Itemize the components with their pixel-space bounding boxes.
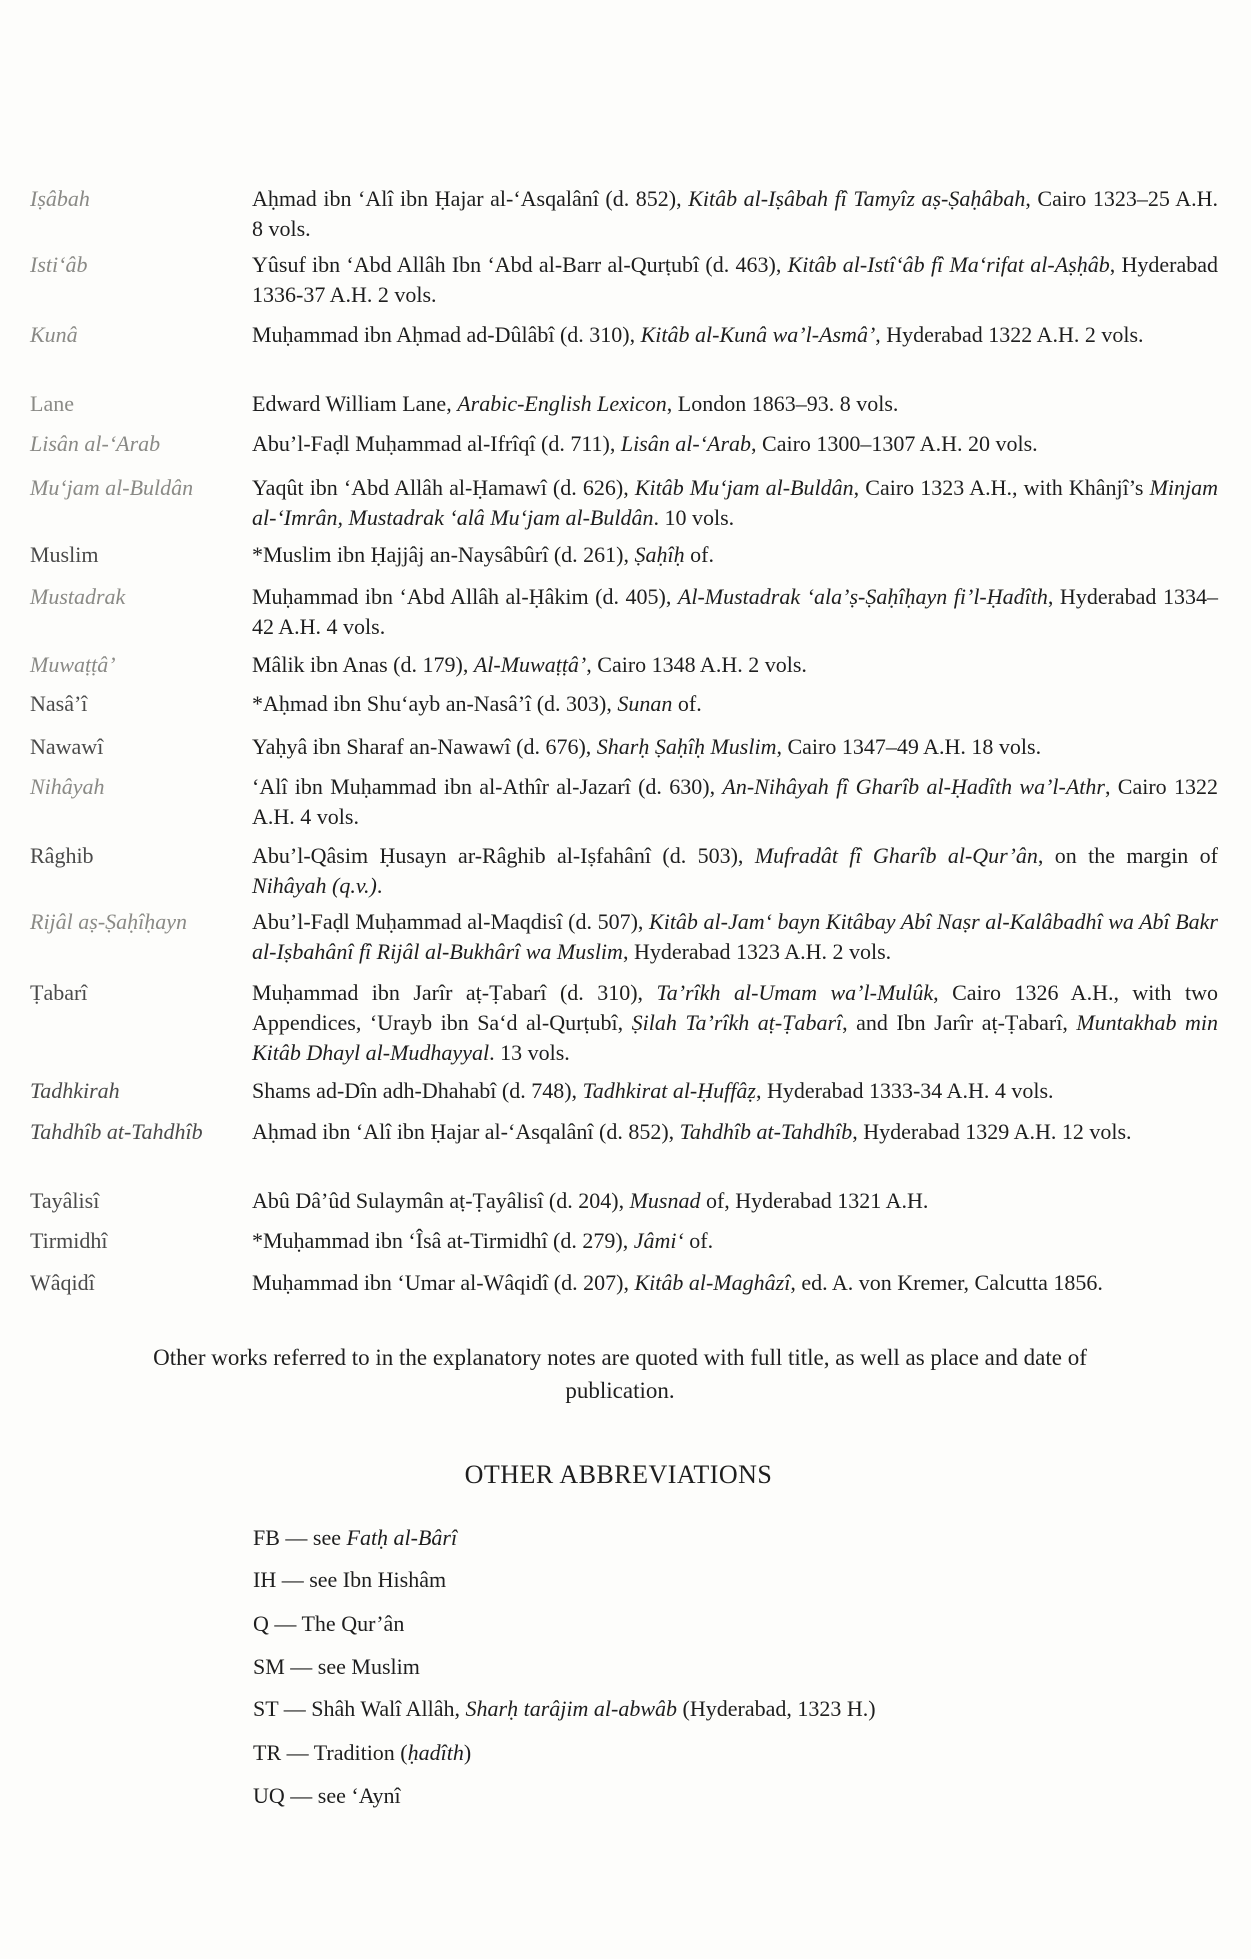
text-segment: ‘Alî ibn Muḥammad ibn al-Athîr al-Jazarî (d. 630), (252, 774, 723, 799)
text-segment: IH — see Ibn Hishâm (253, 1567, 447, 1592)
abbreviation-item (253, 1781, 401, 1811)
text-segment: Aḥmad ibn ‘Alî ibn Ḥajar al-‘Asqalânî (d. 852), (252, 1119, 680, 1144)
text-segment: Muḥammad ibn ‘Umar al-Wâqidî (d. 207), (252, 1270, 635, 1295)
entry-description (252, 389, 1218, 419)
entry-term: Tahdhîb at-Tahdhîb (30, 1119, 203, 1144)
title-text: Al-Muwaṭṭâ’ (473, 652, 587, 677)
entry-description (252, 1186, 1218, 1216)
text-segment: . 13 vols. (489, 1040, 570, 1065)
title-text: Sunan (617, 691, 673, 716)
abbreviation-item (253, 1523, 457, 1553)
entry-description (252, 1226, 1218, 1256)
entry-description (252, 250, 1218, 310)
entry-term: Kunâ (30, 322, 78, 347)
text-segment: Sharḥ tarâjim al-abwâb (465, 1696, 678, 1721)
text-segment: SM — see Muslim (253, 1654, 420, 1679)
entry-term: Ṭabarî (30, 980, 88, 1005)
text-segment: UQ — see ‘Aynî (253, 1783, 401, 1808)
title-text: An-Nihâyah fî Gharîb al-Ḥadîth wa’l-Athr (722, 774, 1105, 799)
entry-term: Rijâl aṣ-Ṣaḥîḥayn (30, 909, 188, 934)
text-segment: of. (672, 691, 702, 716)
title-text: Al-Mustadrak ‘ala’ṣ-Ṣaḥîḥayn fi’l-Ḥadîth (677, 584, 1048, 609)
text-segment: *Muḥammad ibn ‘Îsâ at-Tirmidhî (d. 279), (252, 1228, 634, 1253)
entry-description (252, 1117, 1218, 1147)
text-segment: ḥadîth (407, 1740, 464, 1765)
entry-description (252, 1268, 1218, 1298)
text-segment: , Cairo 1348 A.H. 2 vols. (586, 652, 807, 677)
entry-term: Nihâyah (30, 774, 105, 799)
entry-term: Iṣâbah (30, 186, 90, 211)
entry-term: Lane (30, 391, 74, 416)
title-text: Mufradât fî Gharîb al-Qur’ân (754, 843, 1038, 868)
title-text: Kitâb Mu‘jam al-Buldân (634, 475, 854, 500)
text-segment: , Hyderabad 1329 A.H. 12 vols. (852, 1119, 1132, 1144)
title-text: Sharḥ Ṣaḥîḥ Muslim (596, 734, 777, 759)
text-segment: , Hyderabad 1322 A.H. 2 vols. (875, 322, 1144, 347)
entry-term: Nawawî (30, 734, 104, 759)
title-text: Kitâb al-Maghâzî (634, 1270, 791, 1295)
entry-description (252, 841, 1218, 901)
text-segment: TR — Tradition ( (253, 1740, 408, 1765)
entry-term: Tirmidhî (30, 1228, 108, 1253)
text-segment: , ed. A. von Kremer, Calcutta 1856. (790, 1270, 1103, 1295)
title-text: Kitâb al-Iṣâbah fî Tamyîz aṣ-Ṣaḥâbah (688, 186, 1026, 211)
text-segment: FB — see (253, 1525, 347, 1550)
title-text: Lisân al-‘Arab (620, 431, 752, 456)
text-segment: , Cairo 1323 A.H., with Khânjî’s (853, 475, 1150, 500)
title-text: Tahdhîb at-Tahdhîb (679, 1119, 853, 1144)
title-text: Musnad (629, 1188, 701, 1213)
explanatory-note: Other works referred to in the explanatory notes are quoted with full title, as well as place and date of publication. (153, 1345, 1087, 1403)
text-segment: of. (684, 542, 714, 567)
text-segment: , Hyderabad 1334–42 A.H. 4 vols. (252, 584, 1218, 639)
title-text: Ta’rîkh al-Umam wa’l-Mulûk (656, 980, 934, 1005)
entry-description (252, 650, 1218, 680)
abbreviation-item (253, 1694, 876, 1724)
text-segment: , Hyderabad 1336-37 A.H. 2 vols. (252, 252, 1218, 307)
title-text: Muntakhab min Kitâb Dhayl al-Mudhayyal (252, 1010, 1218, 1065)
entry-term: Nasâ’î (30, 691, 88, 716)
text-segment: , Hyderabad 1333-34 A.H. 4 vols. (755, 1078, 1054, 1103)
entry-term: Isti‘âb (30, 252, 88, 277)
text-segment: Muḥammad ibn ‘Abd Allâh al-Ḥâkim (d. 405), (252, 584, 678, 609)
text-segment: Abu’l-Faḍl Muḥammad al-Ifrîqî (d. 711), (252, 431, 621, 456)
title-text: Ṣilah Ta’rîkh aṭ-Ṭabarî (631, 1010, 843, 1035)
text-segment: Abu’l-Qâsim Ḥusayn ar-Râghib al-Iṣfahânî (d. 503), (252, 843, 755, 868)
text-segment: ST — Shâh Walî Allâh, (253, 1696, 466, 1721)
text-segment: . (376, 873, 383, 898)
text-segment: , Cairo 1326 A.H., with two Appendices, ‘Urayb ibn Sa‘d al-Qurṭubî, (252, 980, 1218, 1035)
entry-term: Tayâlisî (30, 1188, 100, 1213)
title-text: Arabic-English Lexicon (457, 391, 667, 416)
entry-term: Râghib (30, 843, 94, 868)
title-text: Jâmi‘ (633, 1228, 684, 1253)
text-segment: of. (683, 1228, 714, 1253)
text-segment: Mâlik ibn Anas (d. 179), (252, 652, 474, 677)
title-text: Kitâb al-Kunâ wa’l-Asmâ’ (640, 322, 876, 347)
text-segment: (Hyderabad, 1323 H.) (677, 1696, 876, 1721)
text-segment: Shams ad-Dîn adh-Dhahabî (d. 748), (252, 1078, 583, 1103)
entry-description (252, 320, 1218, 350)
text-segment: Yûsuf ibn ‘Abd Allâh Ibn ‘Abd al-Barr al-Qurṭubî (d. 463), (252, 252, 788, 277)
text-segment: Aḥmad ibn ‘Alî ibn Ḥajar al-‘Asqalânî (d. 852), (252, 186, 689, 211)
text-segment: Muḥammad ibn Aḥmad ad-Dûlâbî (d. 310), (252, 322, 641, 347)
text-segment: , London 1863–93. 8 vols. (666, 391, 899, 416)
text-segment: , Cairo 1323–25 A.H. 8 vols. (252, 186, 1218, 241)
text-segment: *Aḥmad ibn Shu‘ayb an-Nasâ’î (d. 303), (252, 691, 618, 716)
entry-description (252, 1076, 1218, 1106)
entry-term: Mu‘jam al-Buldân (30, 475, 194, 500)
title-text: Kitâb al-Istî‘âb fî Ma‘rifat al-Aṣḥâb (787, 252, 1110, 277)
entry-term: Mustadrak (30, 584, 126, 609)
text-segment: , Cairo 1322 A.H. 4 vols. (252, 774, 1218, 829)
text-segment: , Cairo 1347–49 A.H. 18 vols. (776, 734, 1042, 759)
text-segment: Muḥammad ibn Jarîr aṭ-Ṭabarî (d. 310), (252, 980, 657, 1005)
title-text: Nihâyah (q.v.) (252, 873, 377, 898)
entry-term: Lisân al-‘Arab (30, 431, 161, 456)
text-segment: , on the margin of (1037, 843, 1219, 868)
entry-description (252, 978, 1218, 1068)
title-text: Kitâb al-Jam‘ bayn Kitâbay Abî Naṣr al-Kalâbadhî wa Abî Bakr al-Iṣbahânî fî Rijâl al-Bukhârî wa Muslim (252, 909, 1218, 964)
entry-description (252, 907, 1218, 967)
text-segment: Yaḥyâ ibn Sharaf an-Nawawî (d. 676), (252, 734, 597, 759)
entry-term: Wâqidî (30, 1270, 95, 1295)
entry-description (252, 473, 1218, 533)
entry-description (252, 772, 1218, 832)
entry-term: Muslim (30, 542, 99, 567)
text-segment: Fatḥ al-Bârî (346, 1525, 458, 1550)
entry-description (252, 184, 1218, 244)
text-segment: . 10 vols. (653, 505, 735, 530)
abbreviation-item (253, 1652, 420, 1682)
entry-description (252, 429, 1218, 459)
text-segment: Q — The Qur’ân (253, 1611, 405, 1636)
title-text: Ṣaḥîḥ (634, 542, 685, 567)
text-segment: Edward William Lane, (252, 391, 458, 416)
title-text: Minjam al-‘Imrân, Mustadrak ‘alâ Mu‘jam al-Buldân (252, 475, 1219, 530)
abbreviation-item (253, 1609, 404, 1639)
other-abbreviations-heading: OTHER ABBREVIATIONS (464, 1460, 773, 1489)
title-text: Tadhkirat al-Ḥuffâẓ (582, 1078, 756, 1103)
text-segment: Abû Dâ’ûd Sulaymân aṭ-Ṭayâlisî (d. 204), (252, 1188, 630, 1213)
text-segment: of, Hyderabad 1321 A.H. (700, 1188, 929, 1213)
text-segment: , Cairo 1300–1307 A.H. 20 vols. (751, 431, 1038, 456)
text-segment: , and Ibn Jarîr aṭ-Ṭabarî, (842, 1010, 1077, 1035)
entry-term: Muwaṭṭâ’ (30, 652, 116, 677)
text-segment: ) (463, 1740, 472, 1765)
text-segment: Abu’l-Faḍl Muḥammad al-Maqdisî (d. 507), (252, 909, 650, 934)
entry-description (252, 582, 1218, 642)
text-segment: *Muslim ibn Ḥajjâj an-Naysâbûrî (d. 261), (252, 542, 635, 567)
entry-description (252, 689, 1218, 719)
abbreviation-item (253, 1565, 446, 1595)
entry-term: Tadhkirah (30, 1078, 120, 1103)
text-segment: Yaqût ibn ‘Abd Allâh al-Ḥamawî (d. 626), (252, 475, 635, 500)
text-segment: , Hyderabad 1323 A.H. 2 vols. (622, 939, 892, 964)
entry-description (252, 540, 1218, 570)
abbreviation-item (253, 1738, 471, 1768)
entry-description (252, 732, 1218, 762)
